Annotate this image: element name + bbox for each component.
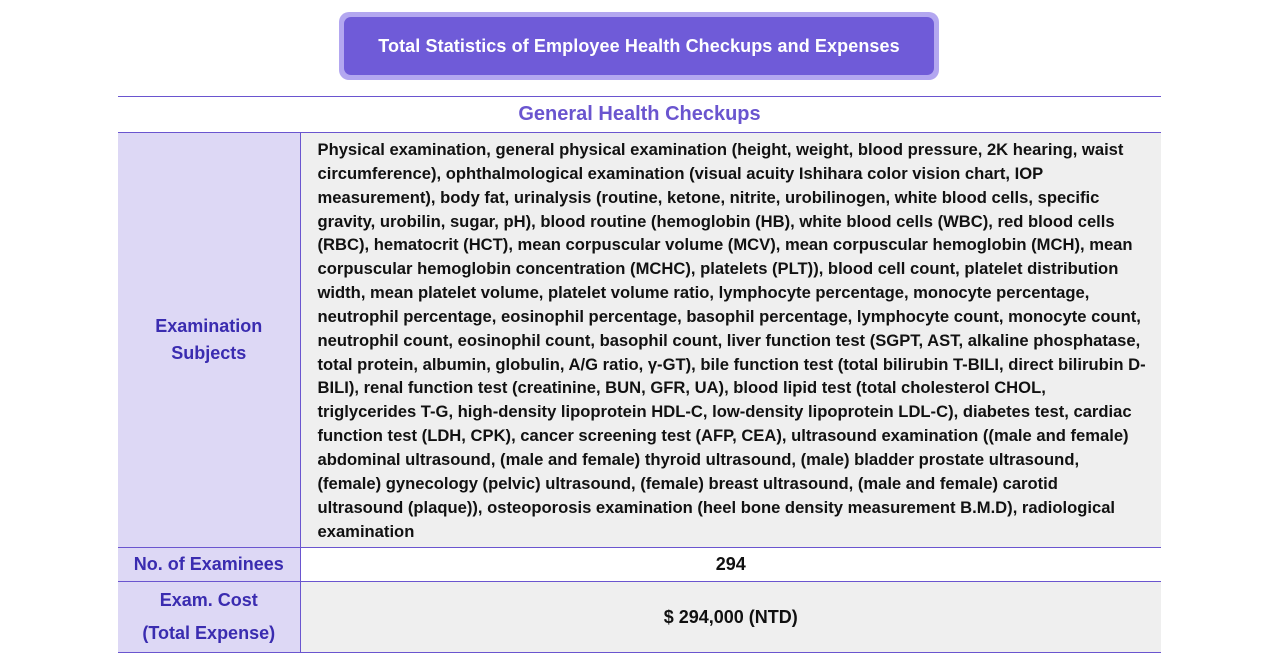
subjects-label: [118, 133, 300, 548]
statistics-table: [118, 96, 1161, 653]
section-header-row: [118, 97, 1161, 133]
cost-label-line1: Exam. Cost: [159, 590, 258, 611]
table-row-cost: [118, 582, 1161, 653]
cost-label-line2: (Total Expense): [142, 623, 276, 644]
examinees-value: 294: [300, 548, 1161, 582]
table-row-subjects: [118, 133, 1161, 548]
examinees-label: No. of Examinees: [118, 548, 300, 582]
subjects-label-line2: Subjects: [171, 343, 247, 364]
subjects-label-line1: Examination: [155, 316, 263, 337]
subjects-value: Physical examination, general physical examination (height, weight, blood pressure, 2K hearing, waist circumference), ophthalmological examination (visual acuity Ishihara color vision chart, IOP measurement), body fat, urinalysis (routine, ketone, nitrite, urobilinogen, white blood cells, specific gravity, urobilin, sugar, pH), blood routine (hemoglobin (HB), white blood cells (WBC), red blood cells (RBC), hematocrit (HCT), mean corpuscular volume (MCV), mean corpuscular hemoglobin (MCH), mean corpuscular hemoglobin concentration (MCHC), platelets (PLT)), blood cell count, platelet distribution width, mean platelet volume, platelet volume ratio, lymphocyte percentage, monocyte percentage, neutrophil percentage, eosinophil percentage, basophil percentage, lymphocyte count, monocyte count, neutrophil count, eosinophil count, basophil count, liver function test (SGPT, AST, alkaline phosphatase, total protein, albumin, globulin, A/G ratio, γ-GT), bile function test (total bilirubin T-BILI, direct bilirubin D-BILI), renal function test (creatinine, BUN, GFR, UA), blood lipid test (total cholesterol CHOL, triglycerides T-G, high-density lipoprotein HDL-C, low-density lipoprotein LDL-C), diabetes test, cardiac function test (LDH, CPK), cancer screening test (AFP, CEA), ultrasound examination ((male and female) abdominal ultrasound, (male and female) thyroid ultrasound, (male) bladder prostate ultrasound, (female) gynecology (pelvic) ultrasound, (female) breast ultrasound, (male and female) carotid ultrasound (plaque)), osteoporosis examination (heel bone density measurement B.M.D), radiological examination: [300, 133, 1161, 548]
page-title: Total Statistics of Employee Health Checkups and Expenses: [344, 17, 934, 75]
title-banner: [339, 12, 939, 80]
cost-label: [118, 582, 300, 653]
table-row-examinees: [118, 548, 1161, 582]
cost-value: $ 294,000 (NTD): [300, 582, 1161, 653]
section-heading: General Health Checkups: [118, 97, 1161, 133]
